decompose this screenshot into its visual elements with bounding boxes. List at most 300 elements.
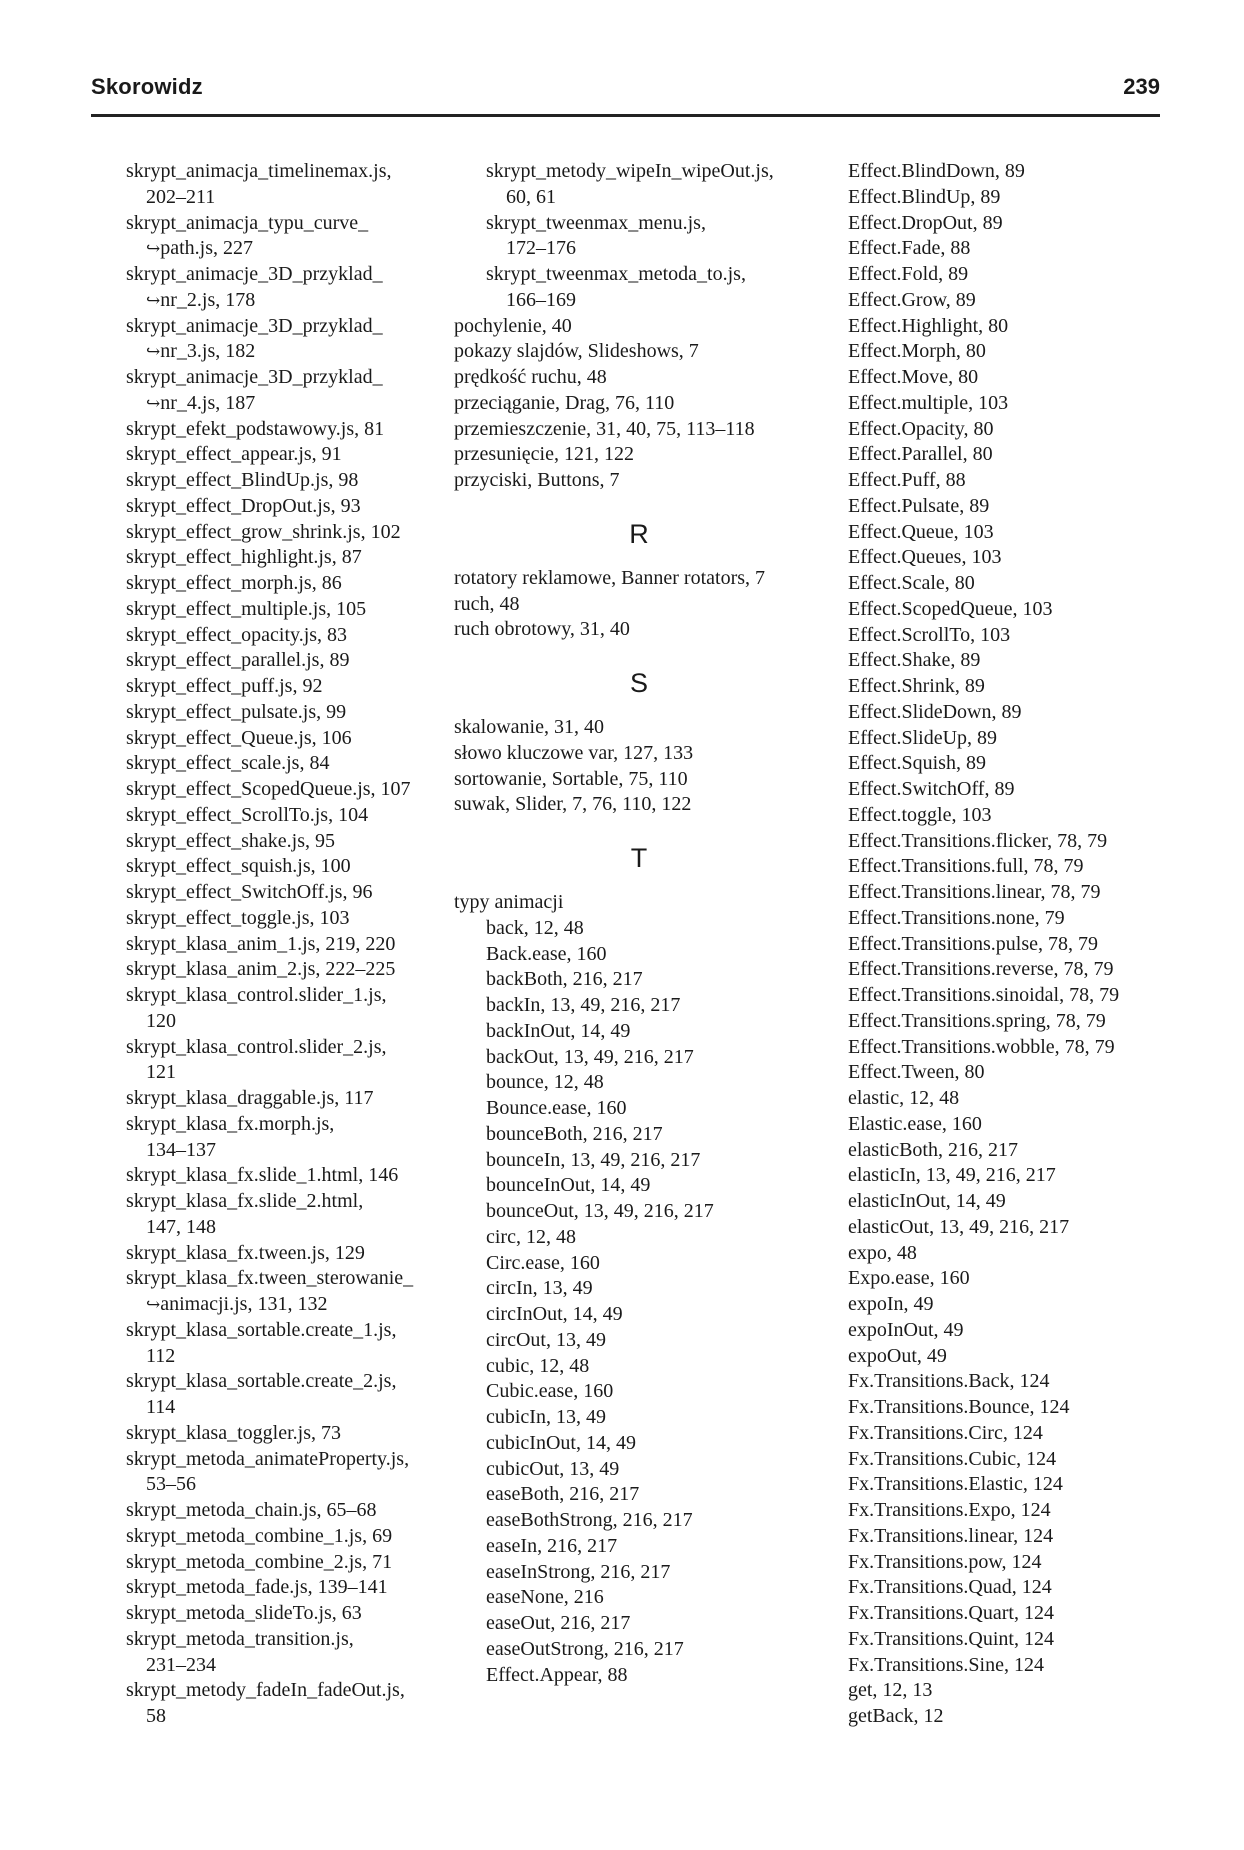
index-entry-text: circOut, 13, 49 [486, 1328, 606, 1351]
index-entry-text: Effect.Appear, 88 [486, 1663, 628, 1686]
index-entry-text: skrypt_effect_scale.js, 84 [126, 752, 330, 775]
index-entry-continuation: ↪ nr_3.js, 182 [126, 339, 456, 365]
index-entry [454, 1354, 824, 1380]
index-entry-text: backBoth, 216, 217 [486, 968, 643, 991]
index-entry [126, 777, 456, 803]
index-entry-text: Fx.Transitions.Quint, 124 [848, 1627, 1054, 1650]
index-entry-text: skrypt_klasa_draggable.js, 117 [126, 1087, 374, 1109]
index-entry-text: Effect.DropOut, 89 [848, 211, 1003, 234]
index-entry [126, 983, 456, 1035]
index-entry-text: Effect.Highlight, 80 [848, 314, 1009, 337]
index-entry [848, 262, 1178, 288]
index-entry [454, 916, 824, 942]
index-entry-text: Effect.Transitions.none, 79 [848, 906, 1065, 929]
index-entry-text: Fx.Transitions.Quart, 124 [848, 1602, 1054, 1624]
index-entry-text: cubicInOut, 14, 49 [486, 1431, 636, 1454]
index-column-3 [848, 159, 1178, 1730]
index-entry-continuation: 166–169 [506, 288, 576, 311]
index-entry-text: rotatory reklamowe, Banner rotators, 7 [454, 566, 766, 589]
index-entry-text: skrypt_klasa_control.slider_1.js, [126, 984, 387, 1006]
index-entry-text: Effect.Pulsate, 89 [848, 494, 990, 517]
index-entry [454, 314, 824, 340]
index-entry [848, 829, 1178, 855]
index-entry [126, 365, 456, 417]
index-entry-text: przyciski, Buttons, 7 [454, 469, 620, 491]
index-entry [848, 1163, 1178, 1189]
index-entry-text: skrypt_metoda_transition.js, [126, 1627, 354, 1650]
index-entry-text: skrypt_tweenmax_menu.js, [486, 211, 706, 234]
index-entry-text: skrypt_metoda_chain.js, 65–68 [126, 1499, 377, 1521]
index-entry [848, 1241, 1178, 1267]
index-entry [454, 1611, 824, 1637]
index-entry-text: backInOut, 14, 49 [486, 1019, 631, 1042]
index-entry [848, 1395, 1178, 1421]
index-entry-text: Effect.Grow, 89 [848, 288, 976, 311]
index-entry [126, 648, 456, 674]
index-entry-text: skalowanie, 31, 40 [454, 716, 604, 738]
index-entry-text: słowo kluczowe var, 127, 133 [454, 741, 694, 764]
index-entry [126, 494, 456, 520]
index-entry [454, 1045, 824, 1071]
index-entry-text: easeInStrong, 216, 217 [486, 1560, 671, 1583]
index-entry-text: skrypt_effect_grow_shrink.js, 102 [126, 520, 401, 543]
section-letter: R [629, 518, 649, 549]
index-entry-continuation: ↪ nr_2.js, 178 [126, 288, 456, 314]
index-entry [126, 1627, 456, 1679]
index-entry [848, 777, 1178, 803]
index-entry-text: skrypt_klasa_fx.slide_2.html, [126, 1190, 364, 1212]
index-entry-text: Cubic.ease, 160 [486, 1380, 614, 1403]
index-entry [454, 1534, 824, 1560]
index-entry [848, 288, 1178, 314]
index-entry-text: Effect.Queue, 103 [848, 520, 994, 543]
index-entry-continuation: ↪ nr_4.js, 187 [126, 391, 456, 417]
index-entry [126, 211, 456, 263]
index-entry [454, 1482, 824, 1508]
index-entry [126, 854, 456, 880]
index-entry [848, 1086, 1178, 1112]
index-entry-text: elasticInOut, 14, 49 [848, 1190, 1006, 1212]
index-entry-text: skrypt_effect_pulsate.js, 99 [126, 700, 347, 723]
index-entry [848, 623, 1178, 649]
index-entry [848, 571, 1178, 597]
index-entry-text: przeciąganie, Drag, 76, 110 [454, 391, 675, 414]
index-entry [126, 700, 456, 726]
index-entry [848, 597, 1178, 623]
index-entry-text: Effect.SlideUp, 89 [848, 726, 998, 749]
index-entry-text: getBack, 12 [848, 1705, 944, 1727]
index-entry-text: Effect.Transitions.full, 78, 79 [848, 855, 1084, 878]
index-entry-text: easeOut, 216, 217 [486, 1612, 631, 1634]
index-entry-text: skrypt_tweenmax_metoda_to.js, [486, 263, 746, 285]
index-entry [454, 1379, 824, 1405]
index-entry [848, 906, 1178, 932]
index-entry-continuation: 231–234 [146, 1653, 216, 1676]
index-entry [126, 1601, 456, 1627]
index-entry-text: ruch obrotowy, 31, 40 [454, 618, 630, 641]
index-entry-text: Effect.ScopedQueue, 103 [848, 597, 1053, 620]
index-entry-text: Effect.Puff, 88 [848, 469, 966, 491]
index-entry [848, 211, 1178, 237]
index-entry [126, 1112, 456, 1164]
index-entry [848, 520, 1178, 546]
index-entry-continuation: ↪ path.js, 227 [126, 236, 456, 262]
index-entry [454, 715, 824, 741]
index-entry [454, 792, 824, 818]
index-entry [454, 890, 824, 916]
index-entry-text: skrypt_animacja_timelinemax.js, [126, 160, 392, 182]
index-entry-text: Effect.Transitions.wobble, 78, 79 [848, 1035, 1115, 1058]
section-letter: T [630, 843, 648, 873]
index-entry-text: skrypt_effect_shake.js, 95 [126, 829, 336, 852]
index-entry-text: Circ.ease, 160 [486, 1251, 600, 1274]
index-entry [454, 1585, 824, 1611]
index-entry [848, 700, 1178, 726]
index-entry [126, 545, 456, 571]
index-entry [454, 159, 824, 211]
index-entry-text: skrypt_metoda_animateProperty.js, [126, 1447, 410, 1470]
index-entry [454, 1251, 824, 1277]
index-entry-text: skrypt_animacja_typu_curve_ [126, 211, 369, 234]
index-entry [454, 617, 824, 643]
index-entry [126, 571, 456, 597]
index-entry [848, 803, 1178, 829]
index-entry [848, 417, 1178, 443]
page-number: 239 [1123, 74, 1160, 99]
index-entry-text: Effect.Transitions.pulse, 78, 79 [848, 932, 1098, 955]
index-entry-text: typy animacji [454, 891, 564, 913]
index-entry-text: skrypt_animacje_3D_przyklad_ [126, 366, 383, 388]
index-entry-text: Effect.Transitions.reverse, 78, 79 [848, 958, 1114, 981]
index-entry [848, 236, 1178, 262]
index-entry-text: skrypt_klasa_fx.slide_1.html, 146 [126, 1164, 399, 1187]
index-entry-text: skrypt_klasa_sortable.create_2.js, [126, 1370, 397, 1393]
index-entry-text: przesunięcie, 121, 122 [454, 443, 634, 466]
index-entry-text: back, 12, 48 [486, 916, 584, 939]
index-entry [848, 1112, 1178, 1138]
index-entry-continuation: 202–211 [146, 185, 216, 208]
index-entry [848, 1472, 1178, 1498]
index-entry-text: get, 12, 13 [848, 1679, 933, 1702]
index-entry-continuation: 121 [146, 1061, 176, 1084]
index-entry-text: Effect.Tween, 80 [848, 1061, 985, 1084]
index-entry-text: skrypt_effect_puff.js, 92 [126, 675, 323, 697]
index-entry [454, 1405, 824, 1431]
index-entry-text: Elastic.ease, 160 [848, 1112, 982, 1135]
index-entry-text: sortowanie, Sortable, 75, 110 [454, 767, 688, 790]
index-entry-text: Effect.Fold, 89 [848, 263, 969, 285]
index-entry-text: bounceInOut, 14, 49 [486, 1174, 651, 1197]
index-entry-text: cubicOut, 13, 49 [486, 1457, 620, 1480]
index-entry-text: skrypt_effect_ScopedQueue.js, 107 [126, 778, 411, 800]
index-entry [848, 932, 1178, 958]
index-entry [848, 1550, 1178, 1576]
index-entry [454, 262, 824, 314]
index-entry-text: Effect.Scale, 80 [848, 572, 975, 594]
index-entry [848, 1266, 1178, 1292]
index-entry [126, 1035, 456, 1087]
index-entry-text: Fx.Transitions.Back, 124 [848, 1370, 1050, 1393]
index-entry [454, 1328, 824, 1354]
index-entry [848, 751, 1178, 777]
index-entry [848, 185, 1178, 211]
index-entry-text: bounceBoth, 216, 217 [486, 1122, 663, 1145]
index-entry-continuation: 58 [146, 1705, 166, 1727]
index-entry [454, 1431, 824, 1457]
index-entry [848, 1292, 1178, 1318]
index-entry [454, 566, 824, 592]
index-entry-text: Effect.Squish, 89 [848, 752, 986, 775]
index-entry [454, 1173, 824, 1199]
index-entry [848, 957, 1178, 983]
index-column-1 [126, 159, 456, 1730]
index-entry-text: Effect.BlindUp, 89 [848, 185, 1001, 208]
index-entry-text: easeBothStrong, 216, 217 [486, 1509, 693, 1531]
index-entry [848, 1215, 1178, 1241]
index-entry-text: skrypt_effect_Queue.js, 106 [126, 726, 352, 749]
index-entry-text: skrypt_effect_morph.js, 86 [126, 572, 342, 594]
index-entry [454, 967, 824, 993]
index-entry [454, 1508, 824, 1534]
index-entry-text: bounceOut, 13, 49, 216, 217 [486, 1200, 714, 1222]
index-entry [848, 1447, 1178, 1473]
index-entry [848, 1653, 1178, 1679]
index-entry-text: Effect.Transitions.spring, 78, 79 [848, 1009, 1106, 1032]
index-entry [126, 262, 456, 314]
index-entry-text: skrypt_klasa_fx.tween_sterowanie_ [126, 1267, 414, 1290]
index-entry [454, 1148, 824, 1174]
index-entry-text: circIn, 13, 49 [486, 1277, 593, 1300]
index-entry-text: Fx.Transitions.linear, 124 [848, 1524, 1054, 1547]
index-entry-continuation: 147, 148 [146, 1215, 216, 1238]
index-entry [454, 211, 824, 263]
index-entry-continuation: 53–56 [146, 1473, 196, 1496]
index-entry [126, 906, 456, 932]
index-entry-text: skrypt_metoda_combine_1.js, 69 [126, 1524, 393, 1547]
index-entry [848, 1601, 1178, 1627]
index-entry-text: skrypt_effect_DropOut.js, 93 [126, 494, 361, 517]
index-entry [126, 1575, 456, 1601]
index-entry-text: Fx.Transitions.Expo, 124 [848, 1499, 1051, 1521]
index-entry [848, 365, 1178, 391]
index-entry [848, 1318, 1178, 1344]
index-entry-continuation: 60, 61 [506, 185, 556, 208]
index-entry [126, 1550, 456, 1576]
index-column-2 [454, 159, 824, 1688]
index-entry-text: Effect.Transitions.linear, 78, 79 [848, 881, 1101, 903]
index-entry-text: skrypt_metoda_combine_2.js, 71 [126, 1550, 393, 1573]
index-entry [454, 592, 824, 618]
index-entry-text: Effect.Move, 80 [848, 366, 979, 388]
index-entry-text: Effect.ScrollTo, 103 [848, 623, 1011, 646]
index-entry [126, 803, 456, 829]
index-entry-text: skrypt_effect_ScrollTo.js, 104 [126, 803, 369, 826]
index-entry-text: skrypt_animacje_3D_przyklad_ [126, 314, 383, 337]
index-entry [848, 468, 1178, 494]
index-entry-text: przemieszczenie, 31, 40, 75, 113–118 [454, 417, 755, 440]
index-entry [454, 1663, 824, 1689]
index-entry [848, 1189, 1178, 1215]
index-entry-text: Effect.Transitions.flicker, 78, 79 [848, 829, 1108, 852]
index-entry [126, 623, 456, 649]
index-entry-text: skrypt_effect_appear.js, 91 [126, 443, 342, 466]
index-entry [454, 1199, 824, 1225]
index-entry-text: skrypt_klasa_sortable.create_1.js, [126, 1318, 397, 1341]
index-entry [454, 1637, 824, 1663]
index-entry [848, 1498, 1178, 1524]
index-entry-text: easeBoth, 216, 217 [486, 1483, 640, 1506]
index-entry-text: Bounce.ease, 160 [486, 1097, 627, 1119]
index-entry [126, 520, 456, 546]
index-entry-text: expo, 48 [848, 1241, 917, 1264]
index-entry-text: skrypt_effect_BlindUp.js, 98 [126, 469, 359, 491]
index-entry-text: ruch, 48 [454, 592, 520, 615]
index-entry [454, 1560, 824, 1586]
index-entry-text: skrypt_effect_highlight.js, 87 [126, 546, 362, 569]
index-entry-text: skrypt_effect_squish.js, 100 [126, 855, 351, 878]
index-entry-text: backOut, 13, 49, 216, 217 [486, 1045, 694, 1068]
index-entry [126, 597, 456, 623]
index-entry [126, 1447, 456, 1499]
index-entry-text: circ, 12, 48 [486, 1225, 576, 1248]
index-entry-text: Fx.Transitions.Sine, 124 [848, 1653, 1044, 1676]
index-entry-text: Fx.Transitions.Cubic, 124 [848, 1447, 1057, 1470]
index-entry-text: Effect.SwitchOff, 89 [848, 778, 1015, 800]
index-entry [454, 468, 824, 494]
index-entry-text: elasticIn, 13, 49, 216, 217 [848, 1164, 1056, 1187]
index-entry-continuation: 172–176 [506, 237, 576, 260]
index-entry [126, 1524, 456, 1550]
index-entry [126, 159, 456, 211]
index-entry-text: Effect.Transitions.sinoidal, 78, 79 [848, 984, 1120, 1006]
index-entry [126, 314, 456, 366]
index-entry-text: skrypt_metoda_slideTo.js, 63 [126, 1602, 362, 1624]
index-entry [848, 1009, 1178, 1035]
index-entry-text: Effect.multiple, 103 [848, 391, 1009, 414]
index-entry [454, 1276, 824, 1302]
index-entry [126, 957, 456, 983]
index-entry [126, 1318, 456, 1370]
index-entry [454, 1019, 824, 1045]
index-entry [848, 159, 1178, 185]
index-entry [454, 993, 824, 1019]
index-entry [848, 314, 1178, 340]
index-entry [848, 1704, 1178, 1730]
index-entry [848, 545, 1178, 571]
index-entry-text: pokazy slajdów, Slideshows, 7 [454, 340, 699, 363]
index-entry-text: easeOutStrong, 216, 217 [486, 1637, 684, 1660]
index-entry [848, 1421, 1178, 1447]
index-entry-text: skrypt_metody_wipeIn_wipeOut.js, [486, 160, 774, 182]
index-entry [454, 391, 824, 417]
index-entry [126, 1369, 456, 1421]
index-entry [848, 1678, 1178, 1704]
section-letter: S [629, 668, 648, 698]
index-entry-text: elasticBoth, 216, 217 [848, 1138, 1018, 1161]
index-entry [848, 391, 1178, 417]
index-entry-text: expoInOut, 49 [848, 1318, 964, 1341]
index-entry [454, 1302, 824, 1328]
index-entry-text: Fx.Transitions.Bounce, 124 [848, 1396, 1070, 1418]
index-entry-text: elasticOut, 13, 49, 216, 217 [848, 1215, 1070, 1238]
index-entry-text: Fx.Transitions.pow, 124 [848, 1550, 1042, 1573]
index-entry [126, 1678, 456, 1730]
index-entry-text: Effect.Fade, 88 [848, 237, 971, 260]
index-entry [126, 1498, 456, 1524]
index-entry [454, 1122, 824, 1148]
index-entry-text: skrypt_effect_toggle.js, 103 [126, 906, 350, 929]
index-entry [126, 1086, 456, 1112]
index-entry [454, 741, 824, 767]
index-entry-text: skrypt_klasa_fx.tween.js, 129 [126, 1241, 365, 1264]
index-entry-continuation: 112 [146, 1344, 176, 1367]
index-entry-text: elastic, 12, 48 [848, 1087, 960, 1109]
index-entry-text: skrypt_effect_multiple.js, 105 [126, 597, 367, 620]
index-entry-text: skrypt_klasa_control.slider_2.js, [126, 1035, 387, 1058]
index-entry-text: skrypt_animacje_3D_przyklad_ [126, 263, 383, 285]
index-entry [848, 1627, 1178, 1653]
index-entry-text: cubicIn, 13, 49 [486, 1406, 606, 1428]
index-entry-continuation: 114 [146, 1396, 176, 1418]
index-entry [848, 854, 1178, 880]
index-entry [126, 1163, 456, 1189]
index-entry-text: skrypt_metody_fadeIn_fadeOut.js, [126, 1679, 405, 1702]
index-entry [454, 365, 824, 391]
index-entry [848, 1138, 1178, 1164]
index-entry [454, 1457, 824, 1483]
index-entry [454, 417, 824, 443]
index-entry [126, 468, 456, 494]
index-entry-text: cubic, 12, 48 [486, 1354, 590, 1377]
index-entry [848, 1369, 1178, 1395]
index-entry [848, 648, 1178, 674]
index-entry [126, 442, 456, 468]
index-entry [454, 1070, 824, 1096]
index-entry-text: bounce, 12, 48 [486, 1071, 604, 1094]
index-entry-text: easeNone, 216 [486, 1586, 604, 1609]
index-entry-text: easeIn, 216, 217 [486, 1534, 618, 1557]
index-entry-continuation: ↪ animacji.js, 131, 132 [126, 1292, 456, 1318]
index-entry-text: circInOut, 14, 49 [486, 1303, 623, 1325]
index-entry-text: skrypt_effect_opacity.js, 83 [126, 623, 348, 646]
index-entry-text: skrypt_klasa_fx.morph.js, [126, 1112, 335, 1135]
index-entry-text: expoIn, 49 [848, 1293, 934, 1315]
index-entry [848, 494, 1178, 520]
index-entry-text: pochylenie, 40 [454, 314, 572, 337]
index-entry-text: skrypt_effect_parallel.js, 89 [126, 649, 350, 672]
index-entry [454, 767, 824, 793]
index-entry-text: Effect.BlindDown, 89 [848, 160, 1025, 182]
index-entry [126, 1189, 456, 1241]
index-entry-text: skrypt_klasa_anim_1.js, 219, 220 [126, 932, 396, 955]
index-entry-text: Effect.Shrink, 89 [848, 675, 985, 697]
index-entry [126, 751, 456, 777]
index-entry [848, 1524, 1178, 1550]
index-entry [126, 1241, 456, 1267]
index-entry-text: skrypt_klasa_anim_2.js, 222–225 [126, 958, 396, 981]
index-entry [126, 726, 456, 752]
index-entry-continuation: 134–137 [146, 1138, 216, 1161]
index-entry-text: bounceIn, 13, 49, 216, 217 [486, 1148, 701, 1171]
index-entry-text: skrypt_klasa_toggler.js, 73 [126, 1421, 341, 1444]
index-entry [126, 829, 456, 855]
index-entry-text: skrypt_effect_SwitchOff.js, 96 [126, 881, 373, 903]
index-entry-text: prędkość ruchu, 48 [454, 366, 607, 388]
page-header [91, 74, 1160, 117]
page-title: Skorowidz [91, 74, 203, 99]
index-entry [454, 942, 824, 968]
index-entry-text: Back.ease, 160 [486, 942, 607, 965]
